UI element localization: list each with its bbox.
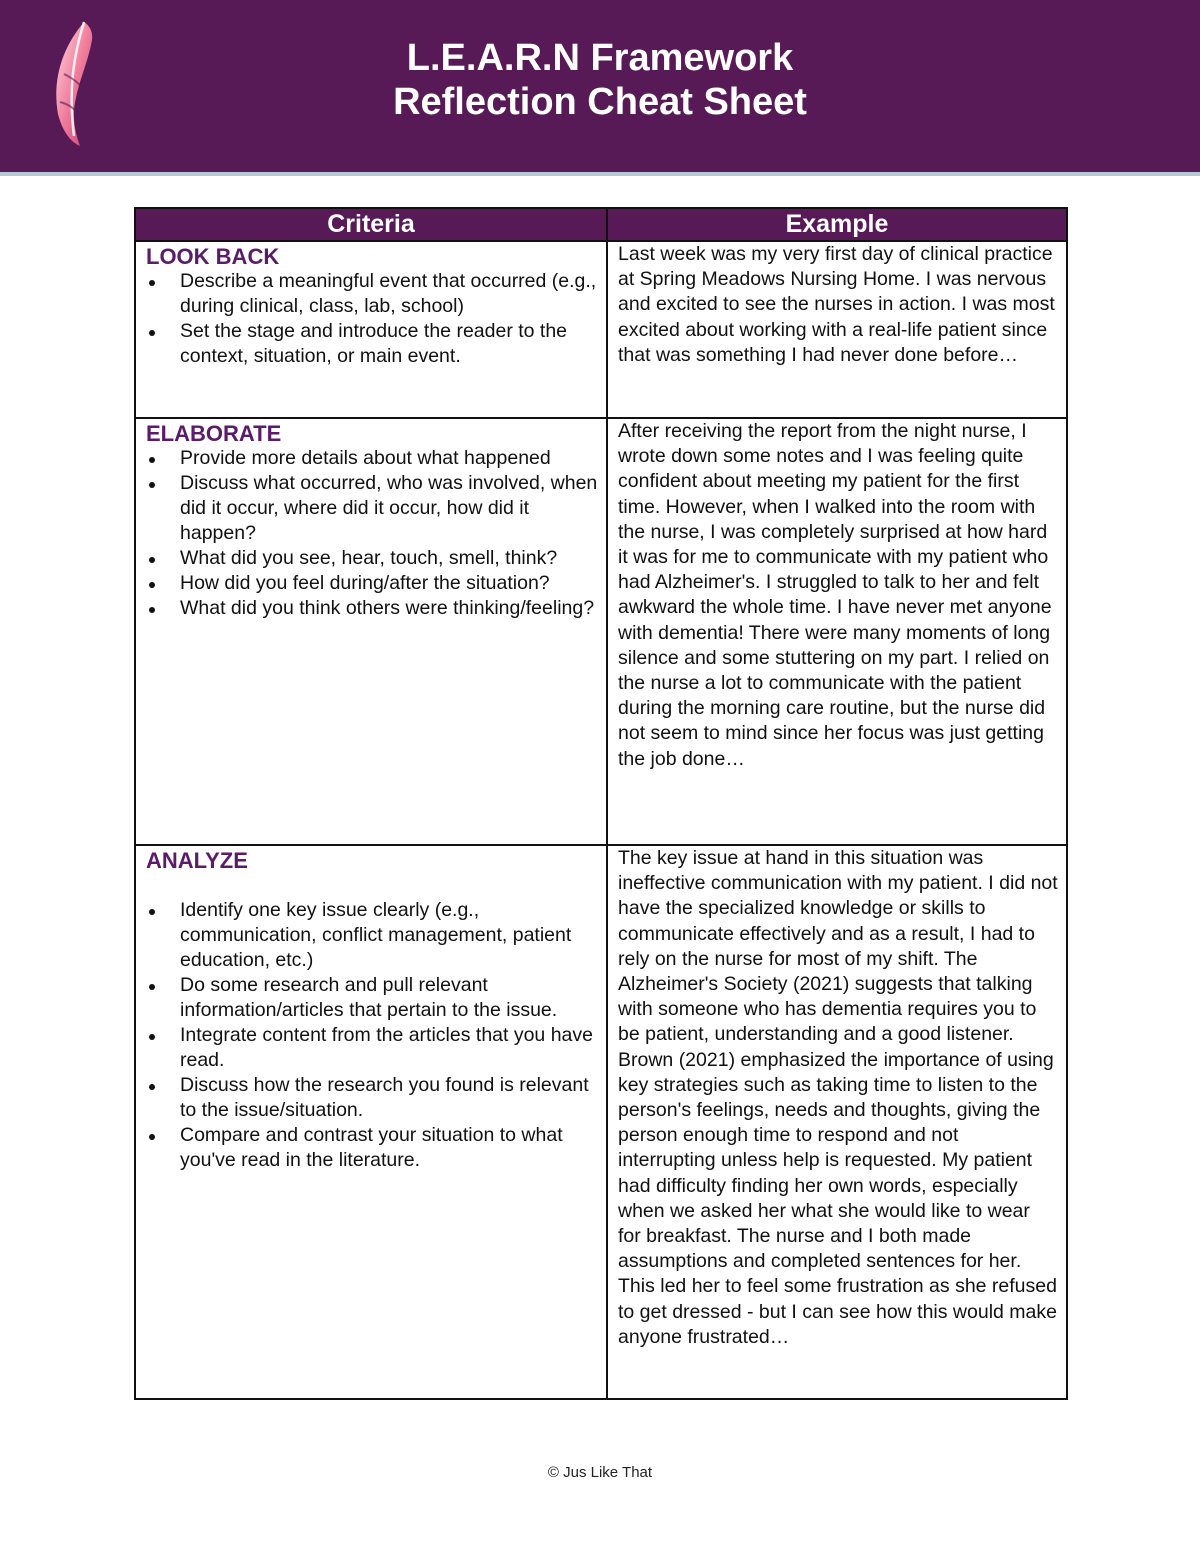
stage-heading: ELABORATE [146,421,282,446]
criteria-item: What did you see, hear, touch, smell, think? [180,546,598,571]
criteria-item: Do some research and pull relevant information/articles that pertain to the issue. [180,973,598,1023]
spacer [146,873,598,898]
table-row-look-back [135,241,1067,418]
criteria-item: Integrate content from the articles that you have read. [180,1023,598,1073]
stage-heading: LOOK BACK [146,244,280,269]
criteria-item: How did you feel during/after the situation? [180,571,598,596]
table-header-row [135,208,1067,241]
criteria-item: Discuss what occurred, who was involved, when did it occur, where did it occur, how did it happen? [180,472,598,544]
criteria-item: Describe a meaningful event that occurred (e.g., during clinical, class, lab, school) [180,270,597,317]
page-title [0,36,1200,124]
stage-heading: ANALYZE [146,848,248,873]
reflection-table [134,207,1068,1400]
criteria-item: Discuss how the research you found is relevant to the issue/situation. [180,1073,598,1123]
criteria-cell [135,241,607,418]
criteria-column-header: Criteria [135,208,607,241]
criteria-item: Provide more details about what happened [180,446,598,471]
title-line-2: Reflection Cheat Sheet [393,81,807,123]
example-column-header: Example [607,208,1067,241]
page-header [0,0,1200,176]
criteria-list [146,898,598,1173]
copyright-footer: © Jus Like That [547,1464,653,1481]
criteria-cell [135,845,607,1399]
criteria-item: Compare and contrast your situation to what you've read in the literature. [180,1123,598,1173]
criteria-list [146,446,598,621]
criteria-item: What did you think others were thinking/feeling? [180,596,598,621]
example-cell: Last week was my very first day of clinical practice at Spring Meadows Nursing Home. I was nervous and excited to see the nurses in action. I was most excited about working with a real-life patient since that was something I had never done before… [607,241,1067,418]
table-row-analyze [135,845,1067,1399]
criteria-item: Set the stage and introduce the reader to the context, situation, or main event. [180,319,598,369]
criteria-list [146,269,598,369]
title-line-1: L.E.A.R.N Framework [406,37,794,79]
example-cell: The key issue at hand in this situation was ineffective communication with my patient. I did not have the specialized knowledge or skills to communicate effectively and as a result, I had to rely on the nurse for most of my shift. The Alzheimer's Society (2021) suggests that talking with someone who has dementia requires you to be patient, understanding and a good listener. Brown (2021) emphasized the importance of using key strategies such as taking time to listen to the person's feelings, needs and thoughts, giving the person enough time to respond and not interrupting unless help is requested. My patient had difficulty finding her own words, especially when we asked her what she would like to wear for breakfast. The nurse and I both made assumptions and completed sentences for her. This led her to feel some frustration as she refused to get dressed - but I can see how this would make anyone frustrated… [607,845,1067,1399]
example-cell: After receiving the report from the night nurse, I wrote down some notes and I was feeling quite confident about meeting my patient for the first time. However, when I walked into the room with the nurse, I was completely surprised at how hard it was for me to communicate with my patient who had Alzheimer's. I struggled to talk to her and felt awkward the whole time. I have never met anyone with dementia! There were many moments of long silence and some stuttering on my part. I relied on the nurse a lot to communicate with the patient during the morning care routine, but the nurse did not seem to mind since her focus was just getting the job done… [607,418,1067,845]
criteria-item: Identify one key issue clearly (e.g., communication, conflict management, patient education, etc.) [180,898,598,973]
table-row-elaborate [135,418,1067,845]
criteria-cell [135,418,607,845]
